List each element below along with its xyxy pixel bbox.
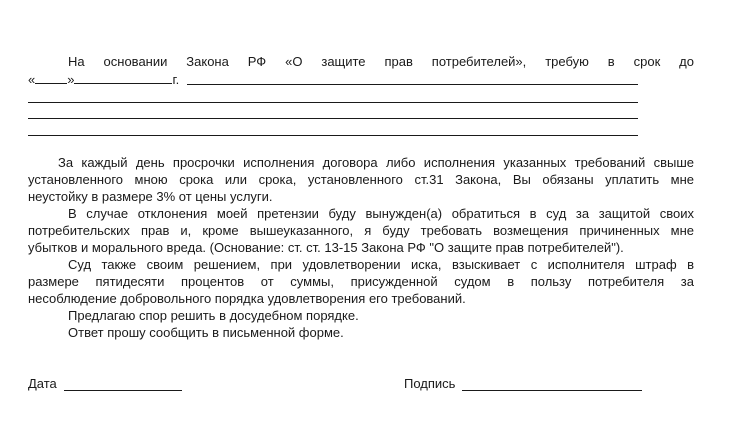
quote-close: » (67, 72, 75, 87)
paragraph-1-line-1 (58, 155, 694, 171)
p4-text: Предлагаю спор решить в досудебном порядке. (68, 308, 359, 323)
intro-date-line (28, 71, 179, 88)
paragraph-3-line-2 (28, 274, 694, 290)
p1-text-3: неустойку в размере 3% от цены услуги. (28, 189, 273, 204)
signature-label-text: Подпись (404, 376, 456, 391)
p2-text-2: потребительских прав и, кроме вышеуказанного, я буду требовать возмещения причиненных мне (28, 223, 694, 238)
date-rule (64, 390, 182, 391)
p5-text: Ответ прошу сообщить в письменной форме. (68, 325, 344, 340)
p3-text-1: Суд также своим решением, при удовлетворении иска, взыскивает с исполнителя штраф в (68, 257, 694, 272)
paragraph-2-line-3 (28, 240, 624, 256)
intro-fill-rule (187, 84, 638, 85)
blank-rule-3 (28, 135, 638, 136)
paragraph-3-line-3 (28, 291, 466, 307)
year-suffix: г. (172, 72, 180, 87)
paragraph-4 (68, 308, 359, 324)
p3-text-2: размере пятидесяти процентов от суммы, присужденной судом в пользу потребителя за (28, 274, 694, 289)
paragraph-1-line-3 (28, 189, 273, 205)
p2-text-3: убытков и морального вреда. (Основание: ст. ст. 13-15 Закона РФ "О защите прав потребителей"). (28, 240, 624, 255)
p3-text-3: несоблюдение добровольного порядка удовлетворения его требований. (28, 291, 466, 306)
blank-rule-2 (28, 118, 638, 119)
paragraph-2-line-1 (68, 206, 694, 222)
paragraph-5 (68, 325, 344, 341)
blank-rule-1 (28, 102, 638, 103)
day-blank (35, 71, 67, 84)
date-label-text: Дата (28, 376, 57, 391)
intro-line-1 (68, 54, 694, 70)
intro-text: На основании Закона РФ «О защите прав потребителей», требую в срок до (68, 54, 694, 69)
quote-open: « (28, 72, 36, 87)
paragraph-1-line-2 (28, 172, 694, 188)
p1-text-1: За каждый день просрочки исполнения договора либо исполнения указанных требований свыше (58, 155, 694, 170)
signature-label (404, 376, 455, 392)
signature-rule (462, 390, 642, 391)
paragraph-2-line-2 (28, 223, 694, 239)
p2-text-1: В случае отклонения моей претензии буду вынужден(а) обратиться в суд за защитой своих (68, 206, 694, 221)
p1-text-2: установленного мною срока или срока, установленного ст.31 Закона, Вы обязаны уплатить мне (28, 172, 694, 187)
date-label (28, 376, 57, 392)
month-blank (74, 71, 172, 84)
paragraph-3-line-1 (68, 257, 694, 273)
